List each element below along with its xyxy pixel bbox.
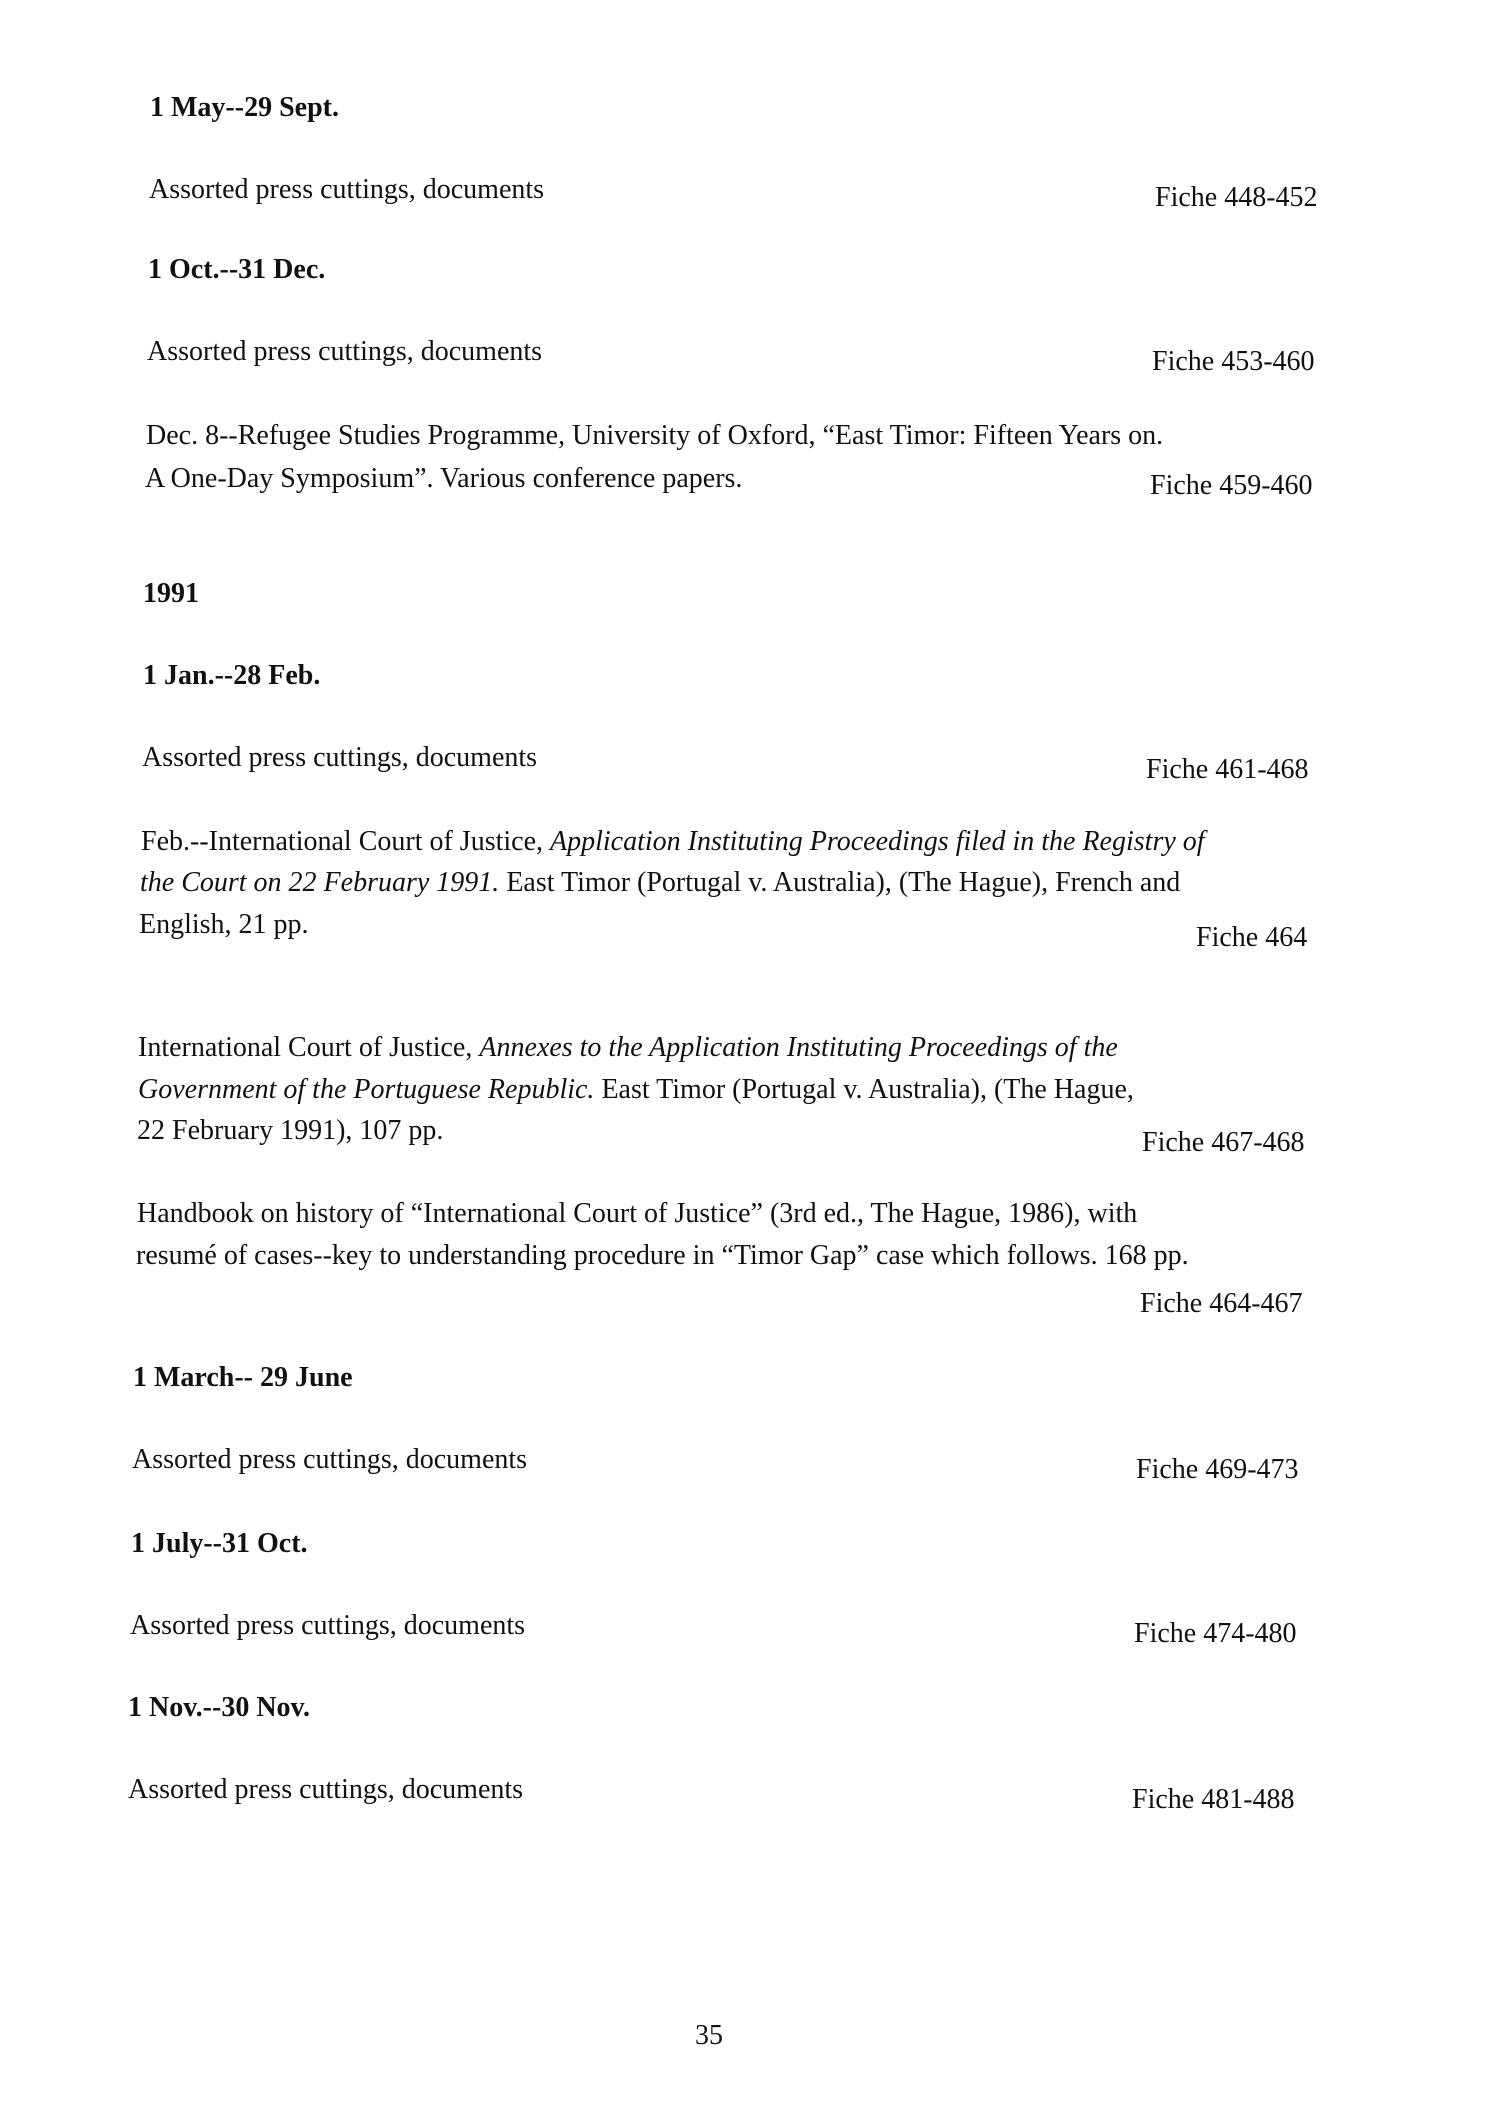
entry-text-roman: Feb.--International Court of Justice, xyxy=(141,826,551,857)
entry-text: Assorted press cuttings, documents xyxy=(147,336,543,367)
fiche-reference: Fiche 453-460 xyxy=(1152,346,1315,377)
fiche-reference: Fiche 474-480 xyxy=(1134,1618,1297,1649)
entry-text-line: 22 February 1991), 107 pp. xyxy=(137,1115,444,1146)
section-heading-jan-feb: 1 Jan.--28 Feb. xyxy=(143,660,321,691)
entry-text: Assorted press cuttings, documents xyxy=(149,174,545,205)
section-heading-oct-dec: 1 Oct.--31 Dec. xyxy=(148,254,326,285)
fiche-reference: Fiche 464 xyxy=(1196,922,1308,953)
entry-text-line: resumé of cases--key to understanding procedure in “Timor Gap” case which follows. 168 pp. xyxy=(136,1240,1189,1271)
fiche-reference: Fiche 464-467 xyxy=(1140,1288,1303,1319)
section-heading-may-sept: 1 May--29 Sept. xyxy=(150,92,339,123)
entry-text-line: Handbook on history of “International Court of Justice” (3rd ed., The Hague, 1986), with xyxy=(137,1198,1138,1229)
entry-text-roman: International Court of Justice, xyxy=(138,1032,480,1063)
entry-text-line xyxy=(138,1074,1134,1106)
entry-text: Assorted press cuttings, documents xyxy=(132,1444,528,1475)
fiche-reference: Fiche 459-460 xyxy=(1150,470,1313,501)
section-heading-nov: 1 Nov.--30 Nov. xyxy=(128,1692,310,1723)
entry-text: Assorted press cuttings, documents xyxy=(130,1610,526,1641)
entry-text-line xyxy=(138,1032,1118,1064)
entry-text: Assorted press cuttings, documents xyxy=(142,742,538,773)
entry-title-italic: the Court on 22 February 1991. xyxy=(140,867,500,898)
fiche-reference: Fiche 461-468 xyxy=(1146,754,1309,785)
entry-title-italic: Application Instituting Proceedings filed in the Registry of xyxy=(550,826,1205,857)
entry-title-italic: Annexes to the Application Instituting Proceedings of the xyxy=(479,1032,1118,1063)
page-number: 35 xyxy=(695,2020,723,2051)
entry-text-line: English, 21 pp. xyxy=(139,909,309,940)
fiche-reference: Fiche 448-452 xyxy=(1155,182,1318,213)
entry-text: Assorted press cuttings, documents xyxy=(128,1774,524,1805)
fiche-reference: Fiche 467-468 xyxy=(1142,1127,1305,1158)
entry-text-line: A One-Day Symposium”. Various conference papers. xyxy=(145,463,743,494)
entry-title-italic: Government of the Portuguese Republic. xyxy=(138,1074,595,1105)
fiche-reference: Fiche 469-473 xyxy=(1136,1454,1299,1485)
section-heading-july-oct: 1 July--31 Oct. xyxy=(131,1528,308,1559)
entry-text-roman: East Timor (Portugal v. Australia), (The Hague, xyxy=(594,1074,1134,1105)
year-heading: 1991 xyxy=(143,578,199,609)
entry-text-line xyxy=(140,867,1180,899)
section-heading-march-june: 1 March-- 29 June xyxy=(133,1362,353,1393)
fiche-reference: Fiche 481-488 xyxy=(1132,1784,1295,1815)
entry-text-line: Dec. 8--Refugee Studies Programme, University of Oxford, “East Timor: Fifteen Years on. xyxy=(146,420,1164,451)
entry-text-roman: East Timor (Portugal v. Australia), (The Hague), French and xyxy=(499,867,1181,898)
entry-text-line xyxy=(141,826,1205,858)
